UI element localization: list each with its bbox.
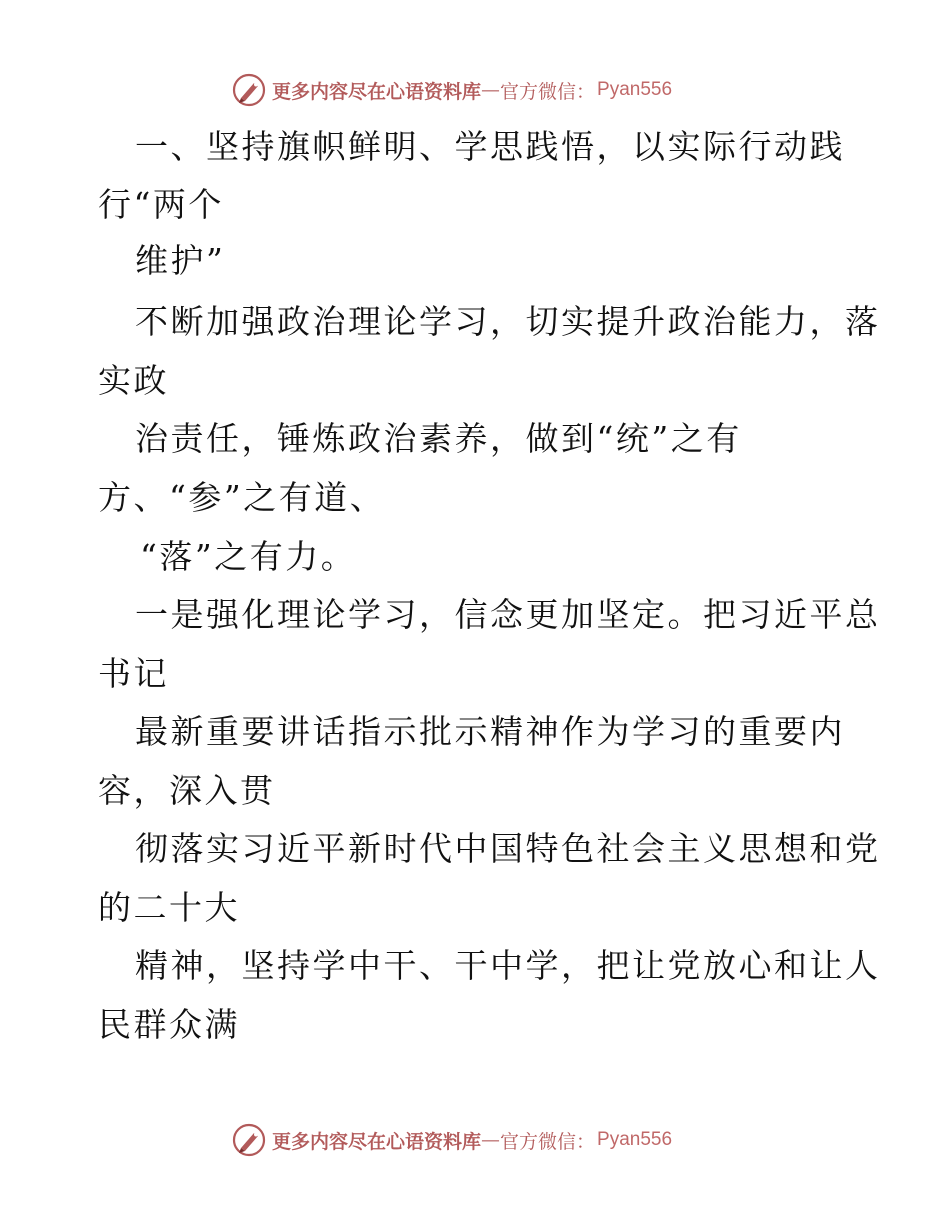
body-line: 行“两个 bbox=[98, 185, 224, 224]
body-line: 治责任，锤炼政治素养，做到“统”之有 bbox=[135, 419, 742, 458]
banner-separator: — bbox=[481, 79, 501, 101]
banner-title: 更多内容尽在心语资料库 bbox=[272, 80, 482, 103]
body-line: 方、“参”之有道、 bbox=[98, 478, 386, 517]
body-line: 容，深入贯 bbox=[98, 771, 276, 810]
body-line: 民群众满 bbox=[98, 1005, 240, 1044]
pen-logo-icon bbox=[232, 1123, 266, 1157]
pen-logo-icon bbox=[232, 73, 266, 107]
banner-wechat-label: 官方微信： bbox=[500, 80, 596, 103]
header-banner bbox=[232, 70, 672, 110]
body-line: 一、坚持旗帜鲜明、学思践悟，以实际行动践 bbox=[135, 127, 845, 166]
banner-wechat-id: Pyan556 bbox=[597, 1129, 673, 1150]
body-line: 最新重要讲话指示批示精神作为学习的重要内 bbox=[135, 712, 845, 751]
banner-wechat-id: Pyan556 bbox=[597, 79, 673, 100]
body-line: 书记 bbox=[98, 654, 169, 693]
footer-banner bbox=[232, 1120, 672, 1160]
body-line: “落”之有力。 bbox=[140, 537, 357, 576]
body-line: 一是强化理论学习，信念更加坚定。把习近平总 bbox=[135, 595, 881, 634]
body-line: 实政 bbox=[98, 361, 169, 400]
body-line: 不断加强政治理论学习，切实提升政治能力，落 bbox=[135, 302, 881, 341]
body-line: 彻落实习近平新时代中国特色社会主义思想和党 bbox=[135, 829, 881, 868]
body-line: 维护” bbox=[135, 241, 226, 280]
banner-title: 更多内容尽在心语资料库 bbox=[272, 1130, 482, 1153]
body-line: 的二十大 bbox=[98, 888, 240, 927]
banner-separator: — bbox=[481, 1129, 501, 1151]
body-line: 精神，坚持学中干、干中学，把让党放心和让人 bbox=[135, 946, 881, 985]
banner-wechat-label: 官方微信： bbox=[500, 1130, 596, 1153]
